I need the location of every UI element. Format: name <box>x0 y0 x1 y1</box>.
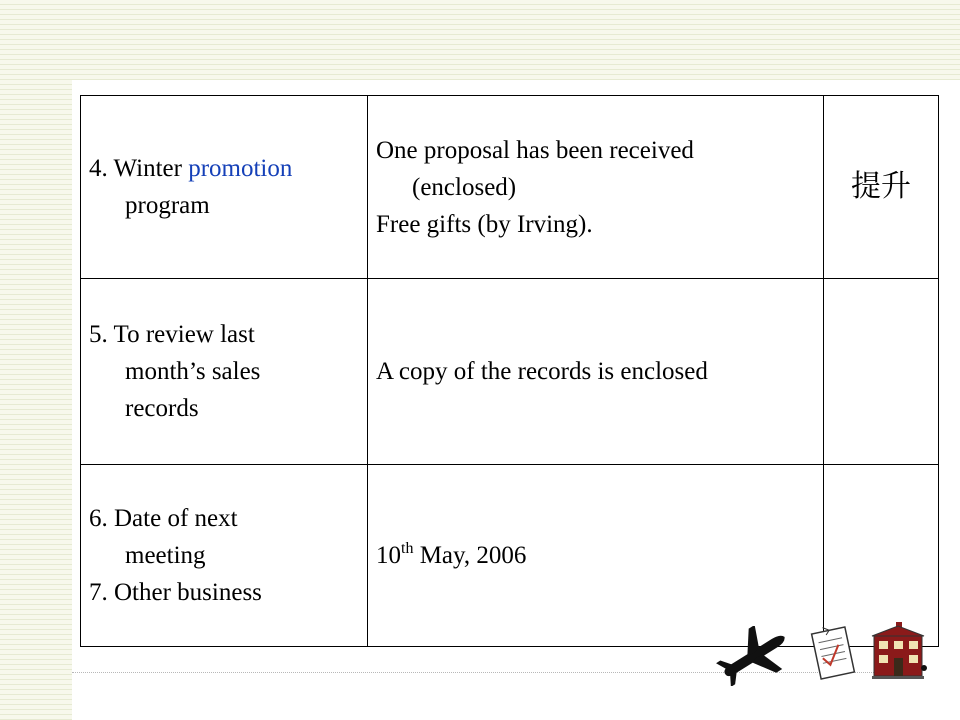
highlighted-word: promotion <box>188 155 293 182</box>
meeting-date <box>376 537 815 574</box>
notes-line: A copy of the records is enclosed <box>376 358 708 385</box>
agenda-item-line: records <box>125 395 199 422</box>
agenda-item-line: month’s sales <box>125 358 261 385</box>
footer-icons <box>712 618 942 688</box>
notes-icon <box>808 622 858 684</box>
agenda-item-line: 5. To review last <box>89 321 255 348</box>
airplane-icon <box>714 626 794 686</box>
date-suffix: th <box>401 540 414 557</box>
date-day: 10 <box>376 542 401 569</box>
top-decorative-band <box>0 0 960 80</box>
agenda-item-prefix: 4. Winter <box>89 155 189 182</box>
remark-text: 提升 <box>851 168 911 204</box>
agenda-item-cell <box>81 465 368 647</box>
agenda-item-line <box>89 150 359 187</box>
notes-cell <box>368 96 824 279</box>
agenda-item-line: 6. Date of next <box>89 505 238 532</box>
agenda-item-cell <box>81 96 368 279</box>
table-row <box>81 279 939 465</box>
table-row <box>81 96 939 279</box>
agenda-table <box>80 95 939 647</box>
notes-cell <box>368 279 824 465</box>
notes-line: One proposal has been received <box>376 136 694 164</box>
date-rest: May, 2006 <box>413 542 527 569</box>
remark-cell <box>824 96 939 279</box>
house-icon <box>868 620 928 682</box>
remark-cell <box>824 279 939 465</box>
notes-line: Free gifts (by Irving). <box>376 210 593 238</box>
notes-line: (enclosed) <box>412 173 517 201</box>
left-decorative-band <box>0 80 72 720</box>
agenda-item-cell <box>81 279 368 465</box>
agenda-item-line: 7. Other business <box>89 579 262 606</box>
agenda-item-line: program <box>125 192 210 219</box>
agenda-item-line: meeting <box>125 542 206 569</box>
